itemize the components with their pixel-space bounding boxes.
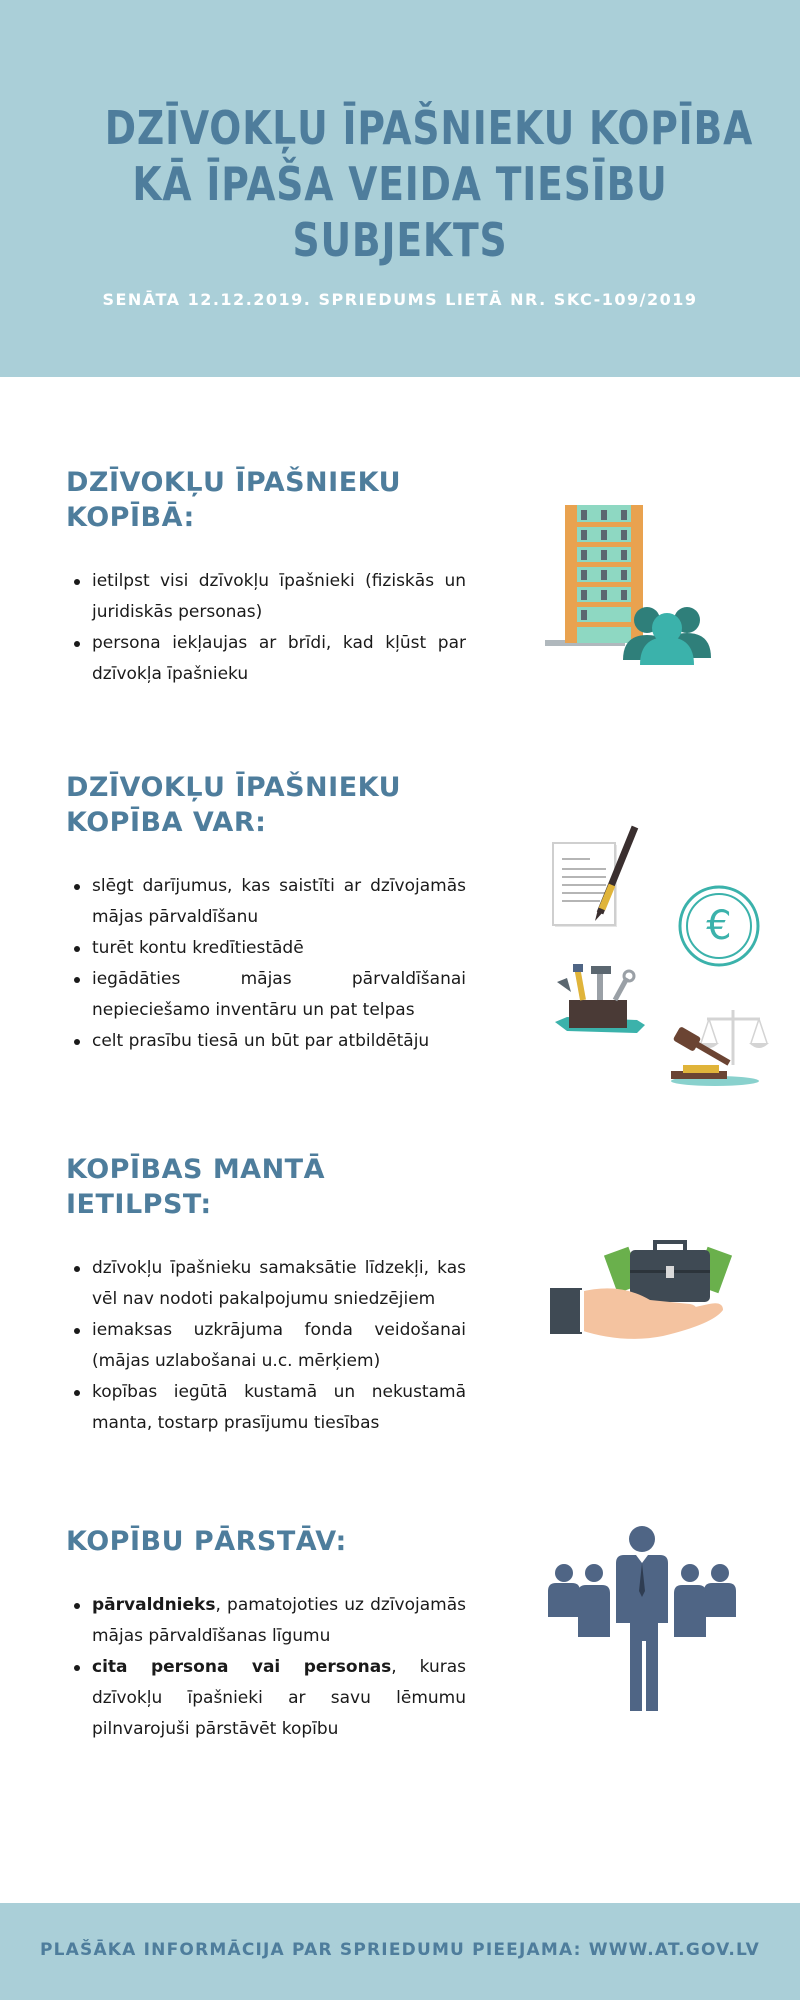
section-title-line: DZĪVOKĻU ĪPAŠNIEKU: [66, 772, 402, 803]
section-title-line: KOPĪBA VAR:: [66, 807, 267, 838]
list-item: kopības iegūtā kustamā un nekustamā manta, tostarp prasījumu tiesības: [92, 1377, 466, 1439]
section-title-line: KOPĪBU PĀRSTĀV:: [66, 1526, 347, 1557]
page-title-line: SUBJEKTS: [292, 213, 508, 267]
bold-term: pārvaldnieks: [92, 1595, 216, 1615]
list-item: iegādāties mājas pārvaldīšanai nepieciešamo inventāru un pat telpas: [92, 964, 466, 1026]
list-item: dzīvokļu īpašnieku samaksātie līdzekļi, kas vēl nav nodoti pakalpojumu sniedzējiem: [92, 1253, 466, 1315]
list-item: [92, 1652, 466, 1745]
list-item: ietilpst visi dzīvokļu īpašnieki (fiziskās un juridiskās personas): [92, 566, 466, 628]
list-item: persona iekļaujas ar brīdi, kad kļūst par dzīvokļa īpašnieku: [92, 628, 466, 690]
footer-banner: [0, 1903, 800, 2000]
section-representation: [66, 1524, 466, 1745]
page-title-line: DZĪVOKĻU ĪPAŠNIEKU KOPĪBA: [104, 101, 754, 155]
list-item: celt prasību tiesā un būt par atbildētāju: [92, 1026, 466, 1057]
bullet-list: [66, 1253, 466, 1439]
section-members: [66, 465, 466, 690]
section-title: [66, 465, 466, 535]
contract-signing-icon: [550, 825, 645, 930]
item-text: , pamatojoties uz dzīvojamās mājas pārvaldīšanas līgumu: [92, 1595, 466, 1646]
footer-info-text: PLAŠĀKA INFORMĀCIJA PAR SPRIEDUMU PIEEJAMA: WWW.AT.GOV.LV: [39, 1940, 761, 1960]
list-item: slēgt darījumus, kas saistīti ar dzīvojamās mājas pārvaldīšanu: [92, 871, 466, 933]
bullet-list: [66, 566, 466, 690]
bold-term: cita persona vai personas: [92, 1657, 392, 1677]
section-title: [66, 770, 466, 840]
apartment-building-with-people-icon: [545, 500, 715, 670]
section-powers: [66, 770, 466, 1057]
section-title-line: KOPĪBĀ:: [66, 502, 195, 533]
bullet-list: [66, 1590, 466, 1745]
list-item: iemaksas uzkrājuma fonda veidošanai (mājas uzlabošanai u.c. mērķiem): [92, 1315, 466, 1377]
toolbox-icon: [555, 962, 645, 1052]
section-title-line: IETILPST:: [66, 1189, 212, 1220]
euro-coin-icon: [678, 885, 760, 967]
page-subtitle: SENĀTA 12.12.2019. SPRIEDUMS LIETĀ NR. SKC-109/2019: [102, 290, 698, 309]
page-title-line: KĀ ĪPAŠA VEIDA TIESĪBU: [132, 157, 668, 211]
list-item: [92, 1590, 466, 1652]
section-title: [66, 1524, 466, 1559]
svg-text:€: €: [706, 903, 732, 949]
item-text: , kuras dzīvokļu īpašnieki ar savu lēmumu pilnvarojuši pārstāvēt kopību: [92, 1657, 467, 1739]
section-title-line: KOPĪBAS MANTĀ: [66, 1154, 325, 1185]
business-team-icon: [548, 1525, 736, 1713]
section-title-line: DZĪVOKĻU ĪPAŠNIEKU: [66, 467, 402, 498]
hand-holding-briefcase-money-icon: [550, 1240, 735, 1345]
bullet-list: [66, 871, 466, 1057]
section-property: [66, 1152, 466, 1439]
page-title: [104, 100, 754, 268]
gavel-scales-icon: [665, 1005, 773, 1087]
header-banner: [0, 0, 800, 377]
section-title: [66, 1152, 466, 1222]
list-item: turēt kontu kredītiestādē: [92, 933, 466, 964]
